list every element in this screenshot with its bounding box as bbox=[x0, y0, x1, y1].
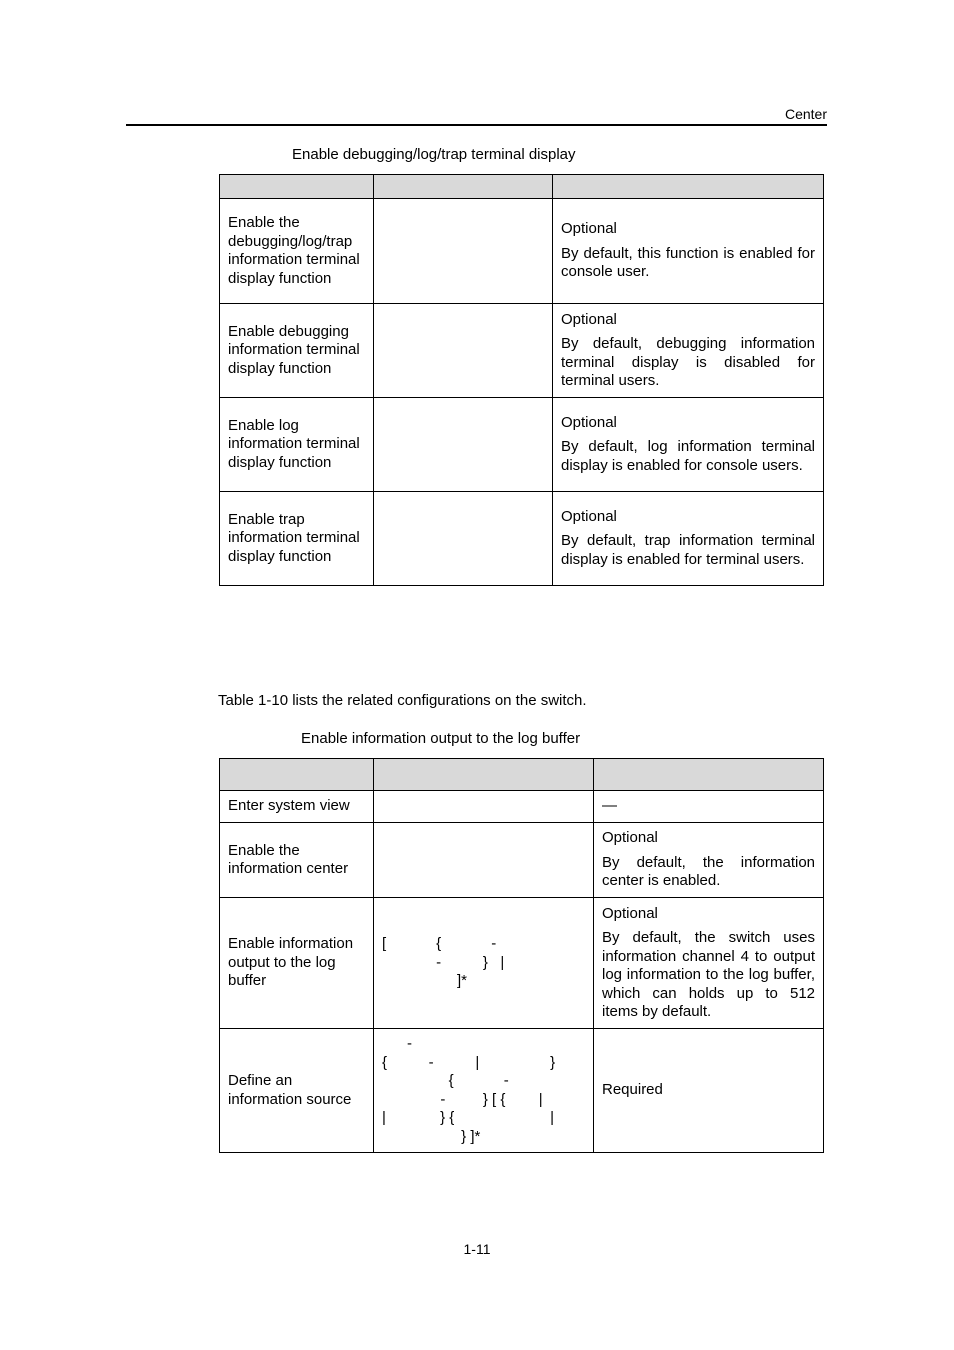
operation-cell: Enable the information center bbox=[220, 823, 374, 898]
description-cell bbox=[553, 398, 824, 492]
table-row bbox=[220, 492, 824, 586]
operation-cell: Enable the debugging/log/trap information terminal display function bbox=[220, 199, 374, 304]
note-title: Optional bbox=[561, 507, 617, 525]
running-header: Center bbox=[784, 106, 827, 122]
table2-caption: Enable information output to the log buffer bbox=[301, 730, 581, 747]
table-row bbox=[220, 791, 824, 823]
note-body: By default, log information terminal display is enabled for console users. bbox=[561, 438, 815, 474]
description-cell bbox=[553, 492, 824, 586]
table2-header-row bbox=[220, 759, 824, 791]
command-cell bbox=[374, 791, 594, 823]
page-number: 1-11 bbox=[463, 1241, 491, 1257]
command-cell bbox=[374, 492, 553, 586]
header-rule bbox=[126, 124, 827, 126]
description-cell bbox=[594, 898, 824, 1029]
table2 bbox=[219, 758, 824, 1153]
table1-caption: Enable debugging/log/trap terminal display bbox=[292, 146, 576, 163]
note-title: Optional bbox=[561, 413, 617, 431]
note-title: Optional bbox=[602, 904, 658, 922]
description-cell bbox=[594, 823, 824, 898]
operation-cell: Define an information source bbox=[220, 1029, 374, 1153]
table-row bbox=[220, 898, 824, 1029]
note-title: Optional bbox=[561, 220, 617, 238]
table1-header-row bbox=[220, 175, 824, 199]
intro-paragraph: Table 1-10 lists the related configurations on the switch. bbox=[218, 692, 587, 709]
command-cell bbox=[374, 823, 594, 898]
note-title: Optional bbox=[561, 310, 617, 328]
table2-header-cell bbox=[594, 759, 824, 791]
note-body: By default, trap information terminal display is enabled for terminal users. bbox=[561, 532, 815, 568]
command-cell bbox=[374, 199, 553, 304]
table-row bbox=[220, 398, 824, 492]
command-cell: [ { - - } | ]* bbox=[374, 898, 594, 1029]
operation-cell: Enter system view bbox=[220, 791, 374, 823]
table2-header-cell bbox=[374, 759, 594, 791]
description-cell bbox=[553, 304, 824, 398]
table-row bbox=[220, 304, 824, 398]
note-title: Optional bbox=[602, 829, 658, 847]
table2-header-cell bbox=[220, 759, 374, 791]
description-cell: — bbox=[594, 791, 824, 823]
command-cell: - { - | } { - - } [ { | | } { | } ]* bbox=[374, 1029, 594, 1153]
note-body: By default, the switch uses information channel 4 to output log information to the log buffer, which can holds up to 512 items by default. bbox=[602, 929, 815, 1020]
description-cell: Required bbox=[594, 1029, 824, 1153]
command-cell bbox=[374, 398, 553, 492]
table-row bbox=[220, 199, 824, 304]
table1-header-cell bbox=[374, 175, 553, 199]
table1 bbox=[219, 174, 824, 586]
command-cell bbox=[374, 304, 553, 398]
table-row bbox=[220, 823, 824, 898]
operation-cell: Enable information output to the log buffer bbox=[220, 898, 374, 1029]
table-row bbox=[220, 1029, 824, 1153]
description-cell bbox=[553, 199, 824, 304]
note-body: By default, debugging information terminal display is disabled for terminal users. bbox=[561, 335, 815, 389]
note-body: By default, the information center is enabled. bbox=[602, 853, 815, 890]
note-body: By default, this function is enabled for console user. bbox=[561, 244, 815, 281]
operation-cell: Enable trap information terminal display function bbox=[220, 492, 374, 586]
table1-header-cell bbox=[220, 175, 374, 199]
operation-cell: Enable debugging information terminal display function bbox=[220, 304, 374, 398]
operation-cell: Enable log information terminal display function bbox=[220, 398, 374, 492]
table1-header-cell bbox=[553, 175, 824, 199]
